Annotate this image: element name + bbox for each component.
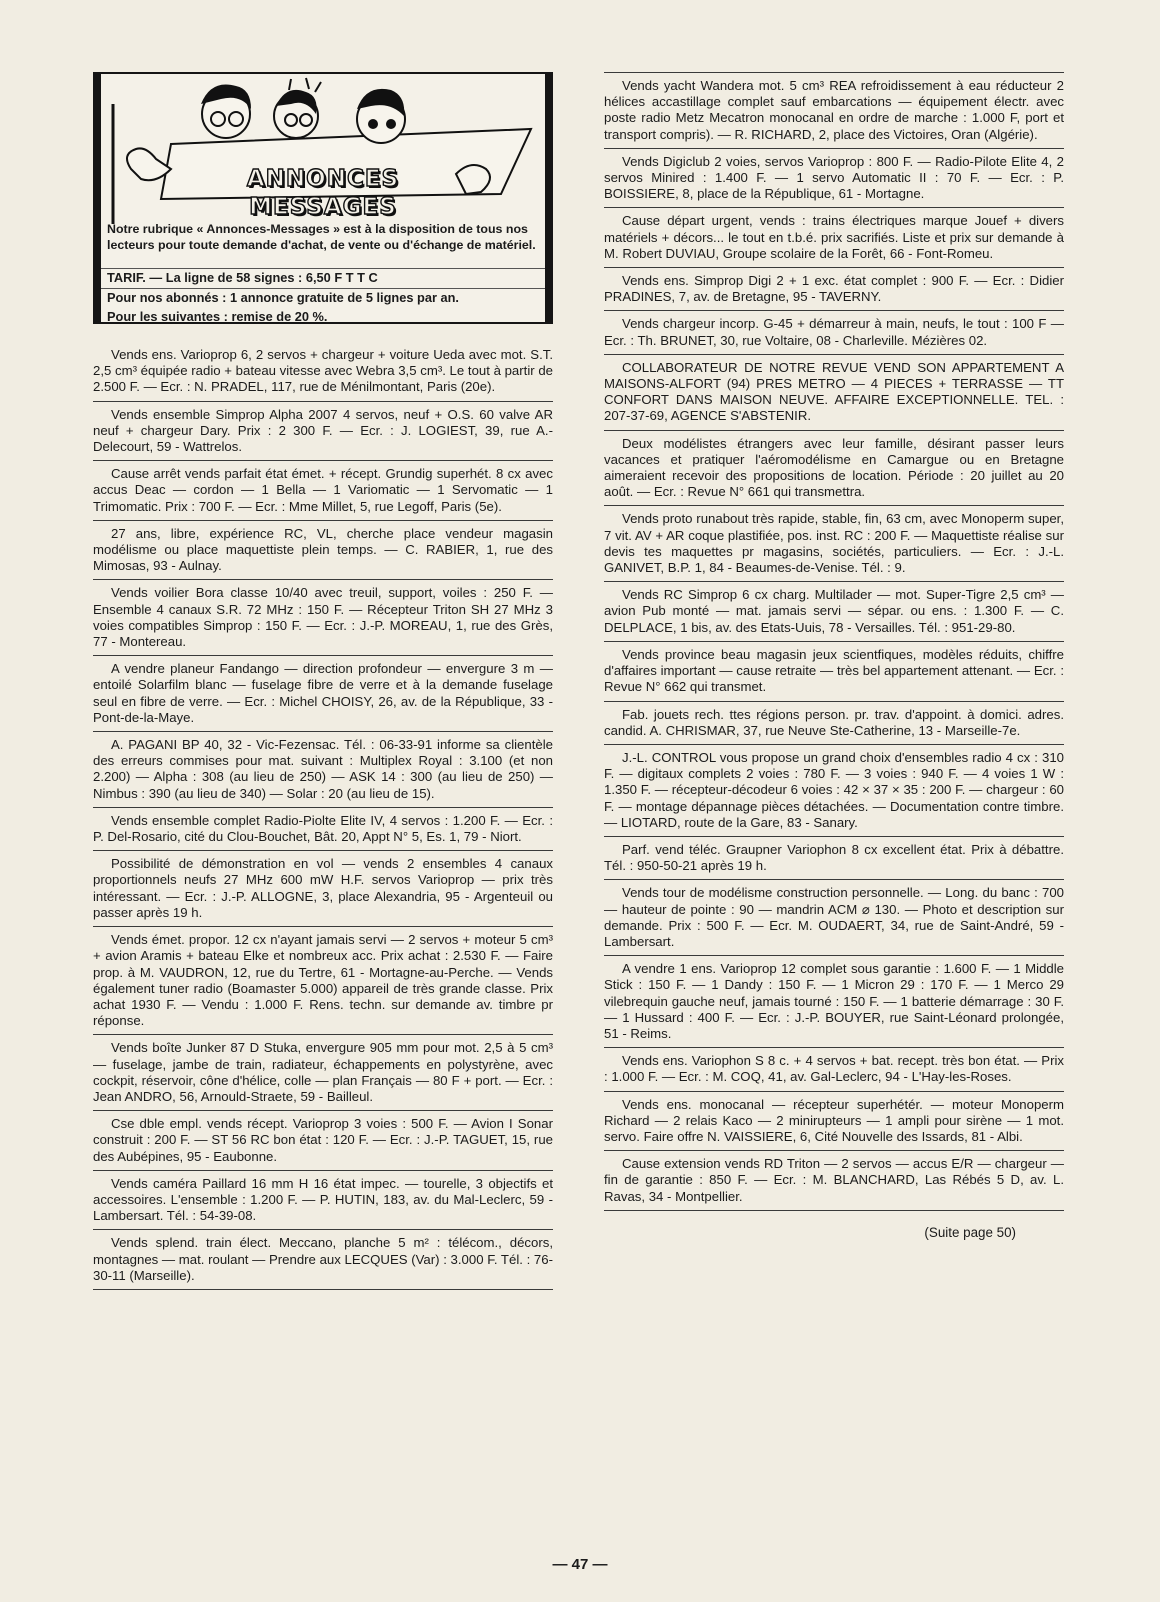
header-intro-text: Notre rubrique « Annonces-Messages » est à la disposition de tous nos lecteurs pour toute demande d'achat, de vente ou d'échange de matériel.: [107, 222, 536, 252]
classified-ad: Vends ensemble Simprop Alpha 2007 4 servos, neuf + O.S. 60 valve AR neuf + chargeur Dary. Prix : 2 300 F. — Ecr. : J. LOGIEST, 39, rue A.-Delecourt, 59 - Wattrelos.: [93, 402, 553, 462]
classified-ad: Cause arrêt vends parfait état émet. + récept. Grundig superhét. 8 cx avec accus Deac — cordon — 1 Bella — 1 Variomatic — 1 Servomatic — 1 Trimomatic. Prix : 700 F. — Ecr. : Mme Millet, 5, rue Legoff, Paris (5e).: [93, 461, 553, 521]
page-number: — 47 —: [552, 1556, 608, 1573]
announcements-header-box: [93, 72, 553, 324]
discount-line: Pour les suivantes : remise de 20 %.: [107, 309, 328, 324]
classified-ad: J.-L. CONTROL vous propose un grand choix d'ensembles radio 4 cx : 310 F. — digitaux complets 2 voies : 780 F. — 3 voies : 940 F. — 4 voies 1 W : 1.350 F. — récepteur-décodeur 6 voies : 42 × 37 × 35 : 200 F. — chargeur : 60 F. — montage dépannage pièces détachées. — Documentation contre timbre. — LIOTARD, route de la Gare, 83 - Sanary.: [604, 745, 1064, 837]
classified-ad: Fab. jouets rech. ttes régions person. pr. trav. d'appoint. à domici. adres. candid. A. CHRISMAR, 37, rue Neuve Ste-Catherine, 13 - Marseille-7e.: [604, 702, 1064, 745]
classified-ad: Deux modélistes étrangers avec leur famille, désirant passer leurs vacances et pratiquer l'aéromodélisme en Camargue ou en Bretagne aimeraient recevoir des propositions de location. Période : 20 juillet au 20 août. — Ecr. : Revue N° 661 qui transmettra.: [604, 431, 1064, 507]
classified-ad: Vends splend. train élect. Meccano, planche 5 m² : télécom., décors, montagnes — mat. roulant — Prendre aux LECQUES (Var) : 3.000 F. Tél. : 76-30-11 (Marseille).: [93, 1230, 553, 1290]
classified-ad: Vends ens. Varioprop 6, 2 servos + chargeur + voiture Ueda avec mot. S.T. 2,5 cm³ équipée radio + bateau vitesse avec Webra 3,5 cm³. Le tout à partir de 2.500 F. — Ecr. : N. PRADEL, 117, rue de Ménilmontant, Paris (20e).: [93, 342, 553, 402]
header-divider: [101, 268, 545, 269]
classified-ad: Vends ens. Simprop Digi 2 + 1 exc. état complet : 900 F. — Ecr. : Didier PRADINES, 7, av. de Bretagne, 95 - TAVERNY.: [604, 268, 1064, 311]
classified-ad: COLLABORATEUR DE NOTRE REVUE VEND SON APPARTEMENT A MAISONS-ALFORT (94) PRES METRO — 4 PIECES + TERRASSE — TT CONFORT DANS MAISON NEUVE. AFFAIRE EXCEPTIONNELLE. TEL. : 207-37-69, AGENCE S'ABSTENIR.: [604, 355, 1064, 431]
right-column: [604, 72, 1064, 1240]
continued-on-page-note: (Suite page 50): [924, 1224, 1016, 1240]
classified-ad: Vends RC Simprop 6 cx charg. Multilader — mot. Super-Tigre 2,5 cm³ — avion Pub monté — mat. jamais servi — sépar. ou ens. : 1.300 F. — C. DELPLACE, 1 bis, av. des Etats-Uuis, 78 - Versailles. Tél. : 951-29-80.: [604, 582, 1064, 642]
classified-ad: Vends voilier Bora classe 10/40 avec treuil, support, voiles : 250 F. — Ensemble 4 canaux S.R. 72 MHz : 150 F. — Récepteur Triton SH 27 MHz 3 voies compatibles Simprop : 150 F. — Ecr. : J.-P. MOREAU, 1, rue des Grès, 77 - Montereau.: [93, 580, 553, 656]
header-title-annonces: ANNONCES: [246, 166, 400, 192]
classified-ad: Vends tour de modélisme construction personnelle. — Long. du banc : 700 — hauteur de pointe : 90 — mandrin ACM ⌀ 130. — Photo et description sur demande. Prix : 500 F. — Ecr. M. OUDAERT, 34, rue de Saint-André, 59 - Lambersart.: [604, 880, 1064, 956]
classified-ad: A. PAGANI BP 40, 32 - Vic-Fezensac. Tél. : 06-33-91 informe sa clientèle des erreurs commises pour mat. suivant : Multiplex Royal : 3.100 (et non 2.200) — Alpha : 308 (au lieu de 250) — ASK 14 : 300 (au lieu de 250) — Nimbus : 390 (au lieu de 340) — Solar : 20 (au lieu de 15).: [93, 732, 553, 808]
header-title-messages: MESSAGES: [249, 194, 397, 220]
classified-ad: 27 ans, libre, expérience RC, VL, cherche place vendeur magasin modélisme ou place maquettiste plein temps. — C. RABIER, 1, rue des Mimosas, 93 - Aulnay.: [93, 521, 553, 581]
classified-ad: Vends caméra Paillard 16 mm H 16 état impec. — tourelle, 3 objectifs et accessoires. L'ensemble : 1.200 F. — P. HUTIN, 183, av. du Mal-Leclerc, 59 - Lambersart. Tél. : 54-39-08.: [93, 1171, 553, 1231]
classified-ad: Vends ens. monocanal — récepteur superhétér. — moteur Monoperm Richard — 2 relais Kaco — 2 minirupteurs — 1 ampli pour sirène — 1 mot. servo. Faire offre N. VAISSIERE, 6, Cité Nouvelle des Issards, 81 - Albi.: [604, 1092, 1064, 1152]
classified-ad: Vends province beau magasin jeux scientfiques, modèles réduits, chiffre d'affaires important — cause retraite — très bel appartement attenant. — Ecr. : Revue N° 662 qui transmet.: [604, 642, 1064, 702]
classified-ad: Parf. vend téléc. Graupner Variophon 8 cx excellent état. Prix à débattre. Tél. : 950-50-21 après 19 h.: [604, 837, 1064, 880]
classified-ad: Vends chargeur incorp. G-45 + démarreur à main, neufs, le tout : 100 F — Ecr. : Th. BRUNET, 30, rue Voltaire, 08 - Charleville. Mézières 02.: [604, 311, 1064, 354]
classified-ad: Vends proto runabout très rapide, stable, fin, 63 cm, avec Monoperm super, 7 vit. AV + AR coque plastifiée, pos. inst. RC : 200 F. — Maquettiste réalise sur devis tes maquettes pr magasins, sociétés, particuliers. — Ecr. : J.-L. GANIVET, B.P. 1, 84 - Beaumes-de-Venise. Tél. : 9.: [604, 506, 1064, 582]
left-column: [93, 72, 553, 1290]
classified-ad: A vendre planeur Fandango — direction profondeur — envergure 3 m — entoilé Solarfilm blanc — fuselage fibre de verre et à la demande fuselage seul en fibre de verre. — Ecr. : Michel CHOISY, 26, av. de la République, 33 - Pont-de-la-Maye.: [93, 656, 553, 732]
classified-ad: A vendre 1 ens. Varioprop 12 complet sous garantie : 1.600 F. — 1 Middle Stick : 150 F. — 1 Dandy : 150 F. — 1 Micron 29 : 170 F. — 1 Merco 29 vilebrequin gauche neuf, jamais tourné : 150 F. — 1 batterie démarrage : 30 F. — 1 Hussard : 400 F. — Ecr. : J.-P. BOUYER, rue Saint-Léonard prolongée, 51 - Reims.: [604, 956, 1064, 1048]
classified-ad: Vends boîte Junker 87 D Stuka, envergure 905 mm pour mot. 2,5 à 5 cm³ — fuselage, jambe de train, radiateur, échappements en polystyrène, avec cockpit, réservoir, cône d'hélice, colle — plan Français — 80 F + port. — Ecr. : Jean ANDRO, 56, Arnould-Straete, 59 - Bailleul.: [93, 1035, 553, 1111]
classified-ad: Possibilité de démonstration en vol — vends 2 ensembles 4 canaux proportionnels neufs 27 MHz 600 mW H.F. servos Varioprop — prix très intéressant. — Ecr. : J.-P. ALLOGNE, 3, place Alexandria, 95 - Argenteuil ou passer après 19 h.: [93, 851, 553, 927]
tarif-line: TARIF. — La ligne de 58 signes : 6,50 F T T C: [107, 270, 378, 285]
classified-ad: Vends ensemble complet Radio-Piolte Elite IV, 4 servos : 1.200 F. — Ecr. : P. Del-Rosario, cité du Clou-Bouchet, Bât. 20, Appt N° 5, Es. 1, 79 - Niort.: [93, 808, 553, 851]
classified-ad: Vends Digiclub 2 voies, servos Varioprop : 800 F. — Radio-Pilote Elite 4, 2 servos Minired : 1.400 F. — 1 servo Automatic II : 70 F. — Ecr. : P. BOISSIERE, 8, place de la République, 61 - Mortagne.: [604, 149, 1064, 209]
classified-ad: Cause extension vends RD Triton — 2 servos — accus E/R — chargeur — fin de garantie : 850 F. — Ecr. : M. BLANCHARD, Las Rébés 5 D, av. L. Ravas, 34 - Montpellier.: [604, 1151, 1064, 1211]
classified-ad: Vends yacht Wandera mot. 5 cm³ REA refroidissement à eau réducteur 2 hélices accastillage complet sauf embarcations — équipement électr. avec poste radio Metz Mecatron monocanal en ordre de marche : 1.000 F, port et transport compris). — R. RICHARD, 2, place des Victoires, Oran (Algérie).: [604, 72, 1064, 149]
classified-ad: Cse dble empl. vends récept. Varioprop 3 voies : 500 F. — Avion I Sonar construit : 200 F. — ST 56 RC bon état : 120 F. — Ecr. : J.-P. TAGUET, 15, rue des Aubépines, 95 - Eaubonne.: [93, 1111, 553, 1171]
classified-ad: Cause départ urgent, vends : trains électriques marque Jouef + divers matériels + décors... le tout en t.b.é. prix sacrifiés. Liste et prix sur demande à M. Robert DUVIAU, Groupe scolaire de la Forêt, 66 - Font-Romeu.: [604, 208, 1064, 268]
header-divider: [101, 288, 545, 289]
classified-ad: Vends ens. Variophon S 8 c. + 4 servos + bat. recept. très bon état. — Prix : 1.000 F. — Ecr. : M. COQ, 41, av. Gal-Leclerc, 94 - L'Hay-les-Roses.: [604, 1048, 1064, 1091]
classified-ad: Vends émet. propor. 12 cx n'ayant jamais servi — 2 servos + moteur 5 cm³ + avion Aramis + bateau Elke et nombreux acc. Prix achat : 2.530 F. — Faire prop. à M. VAUDRON, 12, rue du Tertre, 61 - Mortagne-au-Perche. — Vends également tuner radio (Boamaster 5.000) appareil de très grande classe. Prix achat 1930 F. — Vendu : 1.000 F. Rens. techn. sur demande av. timbre pr réponse.: [93, 927, 553, 1035]
subscriber-offer-line: Pour nos abonnés : 1 annonce gratuite de 5 lignes par an.: [107, 290, 459, 305]
